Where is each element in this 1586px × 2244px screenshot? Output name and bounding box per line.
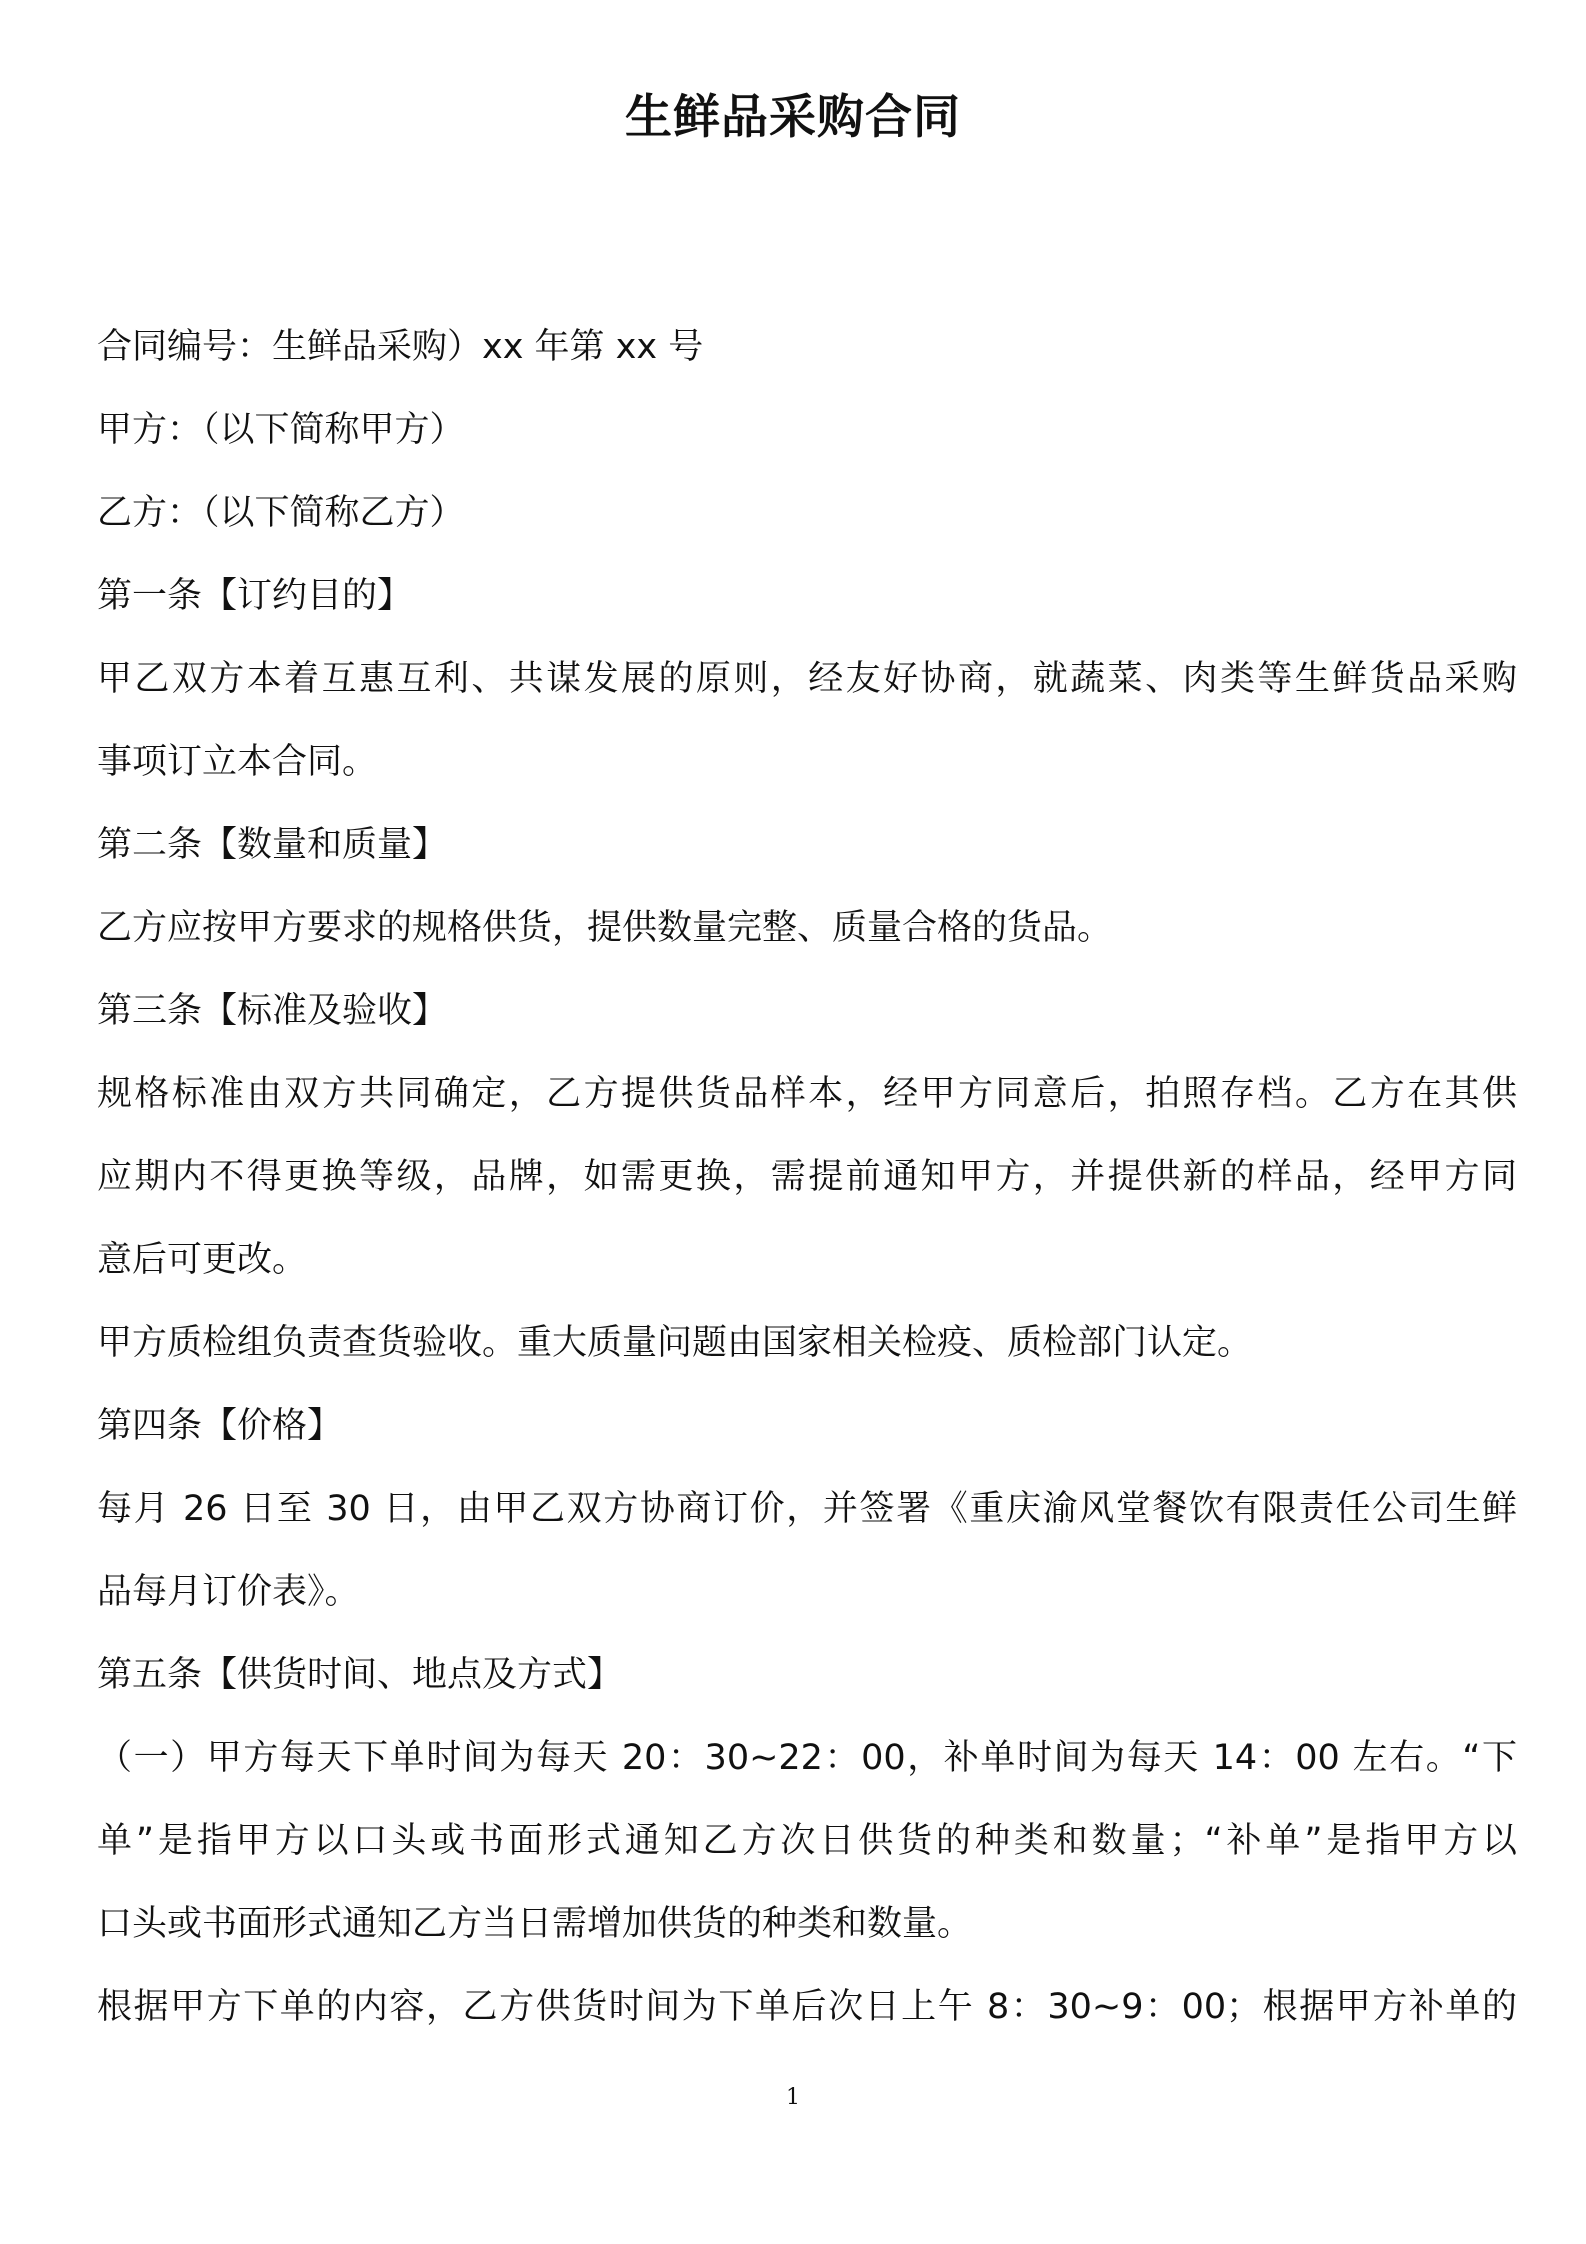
article-1-text-line-2: 事项订立本合同。 — [97, 742, 378, 782]
party-a-line: 甲方：（以下简称甲方） — [97, 410, 465, 450]
article-3-text-line-2: 应期内不得更换等级，品牌，如需更换，需提前通知甲方，并提供新的样品，经甲方同 — [97, 1157, 1517, 1197]
article-5-item-1-line-3: 口头或书面形式通知乙方当日需增加供货的种类和数量。 — [97, 1904, 973, 1944]
article-5-item-1-line-1: （一）甲方每天下单时间为每天 20：30~22：00，补单时间为每天 14：00 左右。“下 — [97, 1738, 1517, 1778]
article-3-inspection-text: 甲方质检组负责查货验收。重大质量问题由国家相关检疫、质检部门认定。 — [97, 1323, 1253, 1363]
article-3-heading: 第三条【标准及验收】 — [97, 991, 448, 1031]
article-5-heading: 第五条【供货时间、地点及方式】 — [97, 1655, 623, 1695]
article-5-delivery-time-line: 根据甲方下单的内容，乙方供货时间为下单后次日上午 8：30~9：00；根据甲方补单的 — [97, 1987, 1517, 2027]
page-number: 1 — [786, 2085, 800, 2110]
contract-number-line: 合同编号：生鲜品采购）xx 年第 xx 号 — [97, 327, 704, 367]
article-1-text-line-1: 甲乙双方本着互惠互利、共谋发展的原则，经友好协商，就蔬菜、肉类等生鲜货品采购 — [97, 659, 1517, 699]
party-b-line: 乙方：（以下简称乙方） — [97, 493, 465, 533]
article-4-heading: 第四条【价格】 — [97, 1406, 343, 1446]
article-1-heading: 第一条【订约目的】 — [97, 576, 413, 616]
article-4-text-line-1: 每月 26 日至 30 日，由甲乙双方协商订价，并签署《重庆渝风堂餐饮有限责任公司生鲜 — [97, 1489, 1517, 1529]
article-3-text-line-3: 意后可更改。 — [97, 1240, 308, 1280]
article-4-text-line-2: 品每月订价表》。 — [97, 1572, 360, 1612]
article-2-text: 乙方应按甲方要求的规格供货，提供数量完整、质量合格的货品。 — [97, 908, 1113, 948]
article-5-item-1-line-2: 单”是指甲方以口头或书面形式通知乙方次日供货的种类和数量；“补单”是指甲方以 — [97, 1821, 1517, 1861]
article-2-heading: 第二条【数量和质量】 — [97, 825, 448, 865]
document-title: 生鲜品采购合同 — [625, 90, 961, 145]
article-3-text-line-1: 规格标准由双方共同确定，乙方提供货品样本，经甲方同意后，拍照存档。乙方在其供 — [97, 1074, 1517, 1114]
